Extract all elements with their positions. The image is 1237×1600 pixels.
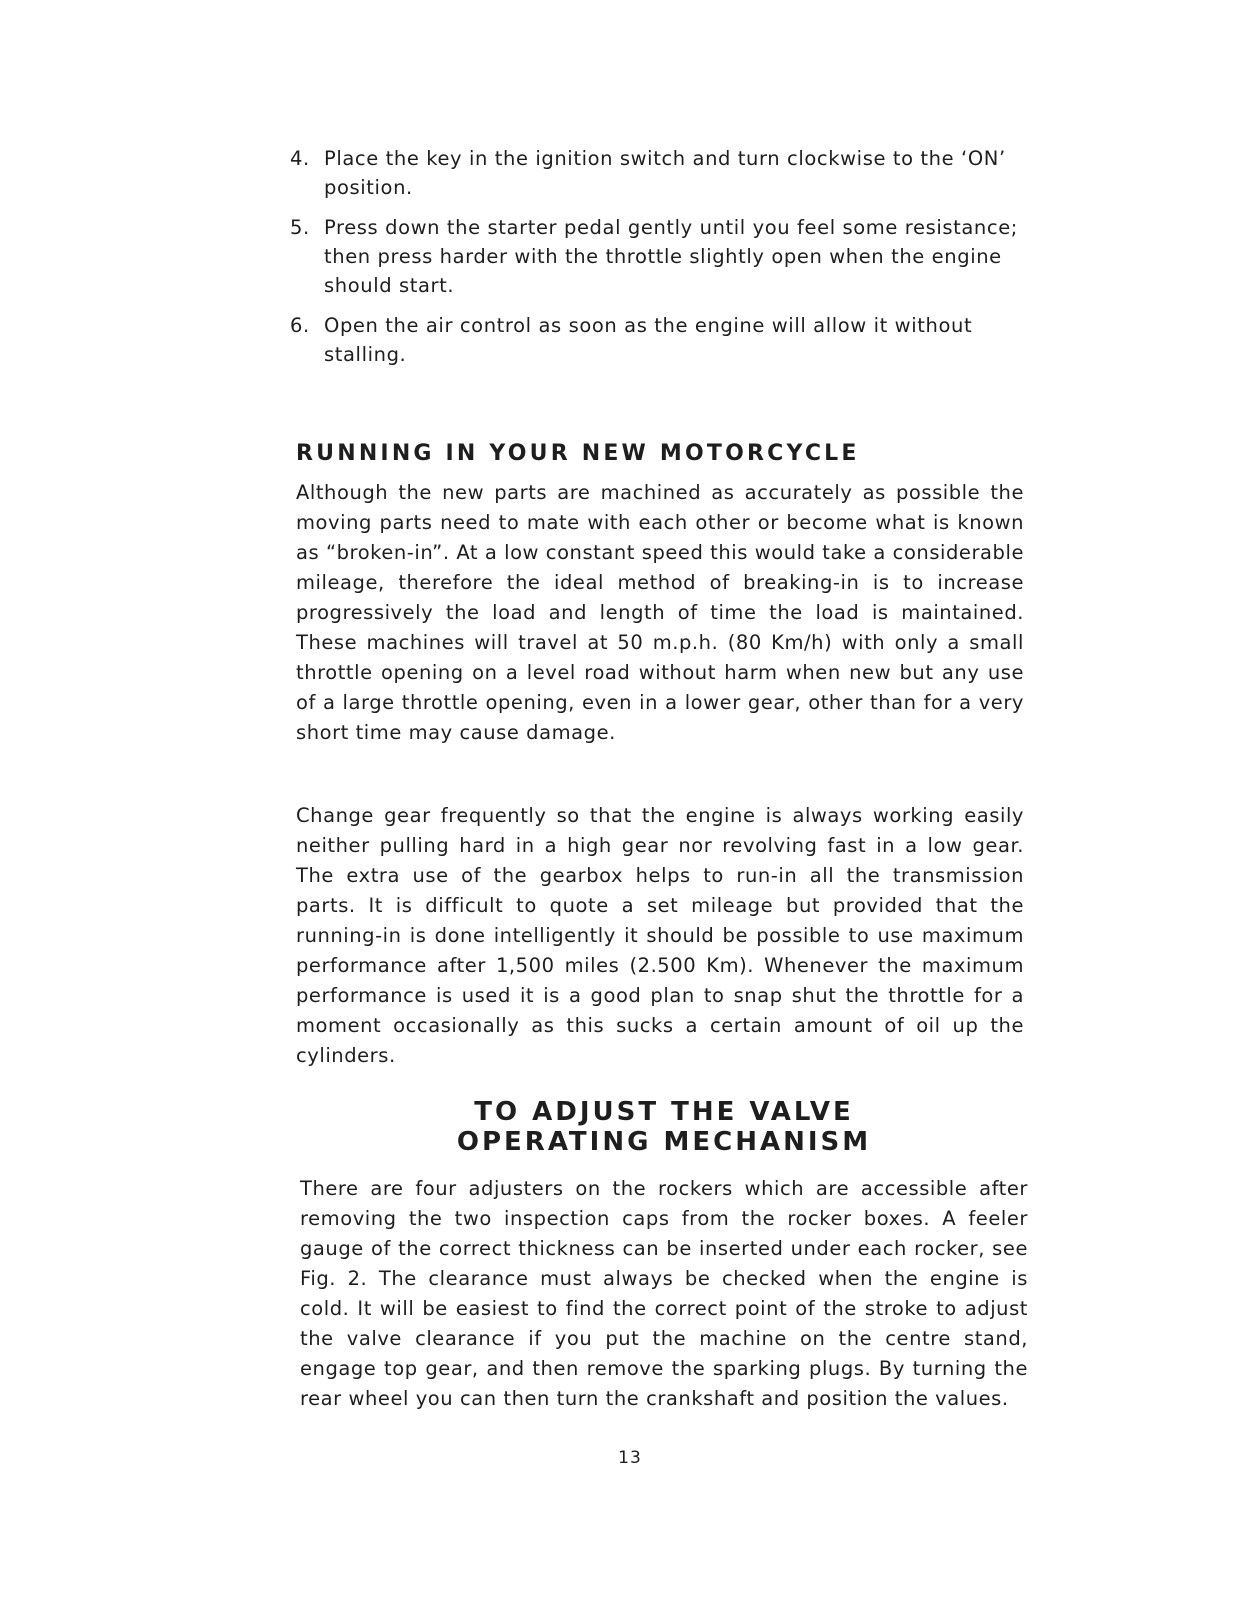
step-text: Place the key in the ignition switch and turn clockwise to the ‘ON’ position. [324,147,1006,199]
step-item [290,311,1030,369]
page-number: 13 [618,1448,642,1468]
valve-adjust-heading-line-2: OPERATING MECHANISM [456,1127,872,1157]
step-text: Open the air control as soon as the engine will allow it without stalling. [324,314,973,366]
starting-steps-list [290,144,1030,380]
step-item [290,144,1030,202]
running-in-paragraph-1: Although the new parts are machined as accurately as possible the moving parts need to mate with each other or become what is known as “broken-in”. At a low constant speed this would take a considerable mileage, therefore the ideal method of breaking-in is to increase progressively the load and length of time the load is maintained. These machines will travel at 50 m.p.h. (80 Km/h) with only a small throttle opening on a level road without harm when new but any use of a large throttle opening, even in a lower gear, other than for a very short time may cause damage. [296,481,1024,744]
valve-adjust-paragraph: There are four adjusters on the rockers which are accessible after removing the two inspection caps from the rocker boxes. A feeler gauge of the correct thickness can be inserted under each rocker, see Fig. 2. The clearance must always be checked when the engine is cold. It will be easiest to find the correct point of the stroke to adjust the valve clearance if you put the machine on the centre stand, engage top gear, and then remove the sparking plugs. By turning the rear wheel you can then turn the crankshaft and position the values. [300,1177,1028,1410]
step-number: 5. [290,216,310,239]
valve-adjust-heading-line-1: TO ADJUST THE VALVE [474,1097,854,1127]
step-number: 4. [290,147,310,170]
running-in-paragraph-2: Change gear frequently so that the engine is always working easily neither pulling hard in a high gear nor revolving fast in a low gear. The extra use of the gearbox helps to run-in all the transmission parts. It is difficult to quote a set mileage but provided that the running-in is done intelligently it should be possible to use maximum performance after 1,500 miles (2.500 Km). Whenever the maximum performance is used it is a good plan to snap shut the throttle for a moment occasionally as this sucks a certain amount of oil up the cylinders. [296,804,1024,1067]
step-text: Press down the starter pedal gently until you feel some resistance; then press harder with the throttle slightly open when the engine should start. [324,216,1018,297]
valve-adjust-heading [300,1097,1028,1157]
step-item [290,213,1030,300]
step-number: 6. [290,314,310,337]
running-in-heading: RUNNING IN YOUR NEW MOTORCYCLE [296,441,860,466]
